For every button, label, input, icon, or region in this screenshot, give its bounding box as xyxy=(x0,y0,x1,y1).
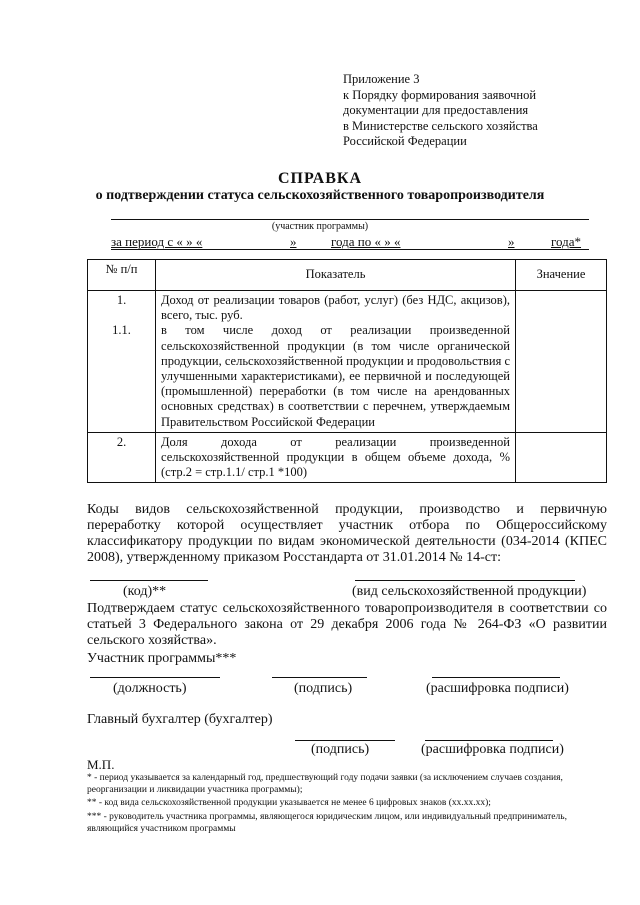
position-line[interactable] xyxy=(90,677,220,678)
header-indicator: Показатель xyxy=(156,260,516,291)
document-subtitle: о подтверждении статуса сельскохозяйственного товаропроизводителя xyxy=(95,188,545,203)
row-num: 1.1. xyxy=(112,323,131,338)
period-year: года* xyxy=(551,234,582,249)
appendix-line-4: в Министерстве сельского хозяйства xyxy=(343,118,538,133)
confirm-paragraph: Подтверждаем статус сельскохозяйственного товаропроизводителя в соответствии со статьей 3 Федерального закона от 29 декабря 2006 года № 264-ФЗ «О развитии сельского хозяйства». xyxy=(87,601,607,648)
table-header-row xyxy=(88,260,607,291)
appendix-block xyxy=(343,72,538,150)
signature-caption: (подпись) xyxy=(294,681,353,696)
participant-line[interactable] xyxy=(111,219,589,220)
stamp-place: М.П. xyxy=(87,757,115,772)
codes-paragraph: Коды видов сельскохозяйственной продукции, производство и первичную переработку которой осуществляет участник отбора по Общероссийскому классификатору продукции по видам экономической деятельности (034-2014 (КПЕС 2008), утвержденному приказом Росстандарта от 31.01.2014 № 14-ст: xyxy=(87,502,607,565)
decryption-caption: (расшифровка подписи) xyxy=(426,681,569,696)
row-text: Доля дохода от реализации произведенной сельскохозяйственной продукции в общем объеме дохода, % (стр.2 = стр.1.1/ стр.1 *100) xyxy=(156,432,516,483)
footnote-3: *** - руководитель участника программы, являющегося юридическим лицом, или индивидуальный предприниматель, являющийся участником программы xyxy=(87,812,567,834)
value-cell[interactable] xyxy=(516,432,607,483)
accountant-signature-caption: (подпись) xyxy=(311,742,370,757)
row-text: в том числе доход от реализации произведенной сельскохозяйственной продукции (в том числе органической продукции, сельскохозяйственной продукции и продовольствия с улучшенными характеристиками), ее первичной и последующей (промышленной) переработки (в том числе на арендованных основных средствах) в соответствии с перечнем, утверждаемым Правительством Российской Федерации xyxy=(161,323,510,429)
period-underline xyxy=(111,249,589,250)
footnote-2: ** - код вида сельскохозяйственной продукции указывается не менее 6 цифровых знаков (хх.хх.хх); xyxy=(87,798,491,808)
decryption-line[interactable] xyxy=(432,677,560,678)
period-sep-1: » xyxy=(290,234,297,249)
indicators-table xyxy=(87,259,607,483)
accountant-decryption-line[interactable] xyxy=(425,740,553,741)
row-num: 1. xyxy=(116,293,127,307)
appendix-line-3: документации для предоставления xyxy=(343,103,529,117)
signature-line[interactable] xyxy=(272,677,367,678)
table-row xyxy=(88,432,607,483)
footnote-1: * - период указывается за календарный год, предшествующий году подачи заявки (за исключением случаев создания, реорганизации и ликвидации участника программы); xyxy=(87,773,563,795)
row-num: 2. xyxy=(88,432,156,483)
appendix-line-5: Российской Федерации xyxy=(343,134,467,148)
period-to: года по « » « xyxy=(331,234,401,249)
participant-label: Участник программы*** xyxy=(87,651,237,666)
appendix-line-1: Приложение 3 xyxy=(343,72,420,86)
value-cell[interactable] xyxy=(516,291,607,433)
accountant-label: Главный бухгалтер (бухгалтер) xyxy=(87,712,273,727)
product-type-line[interactable] xyxy=(355,580,575,581)
participant-caption: (участник программы) xyxy=(271,221,369,232)
period-from: за период с « » « xyxy=(111,234,203,249)
document-title: СПРАВКА xyxy=(277,170,363,187)
header-num: № п/п xyxy=(88,260,156,291)
product-type-caption: (вид сельскохозяйственной продукции) xyxy=(352,584,587,599)
appendix-line-2: к Порядку формирования заявочной xyxy=(343,87,537,102)
table-row xyxy=(88,291,607,433)
accountant-signature-line[interactable] xyxy=(295,740,395,741)
header-value: Значение xyxy=(516,260,607,291)
accountant-decryption-caption: (расшифровка подписи) xyxy=(421,742,564,757)
code-line[interactable] xyxy=(90,580,208,581)
code-caption: (код)** xyxy=(123,584,167,599)
position-caption: (должность) xyxy=(113,681,187,696)
row-text: Доход от реализации товаров (работ, услуг) (без НДС, акцизов), всего, тыс. руб. xyxy=(161,293,510,323)
period-sep-2: » xyxy=(508,234,515,249)
